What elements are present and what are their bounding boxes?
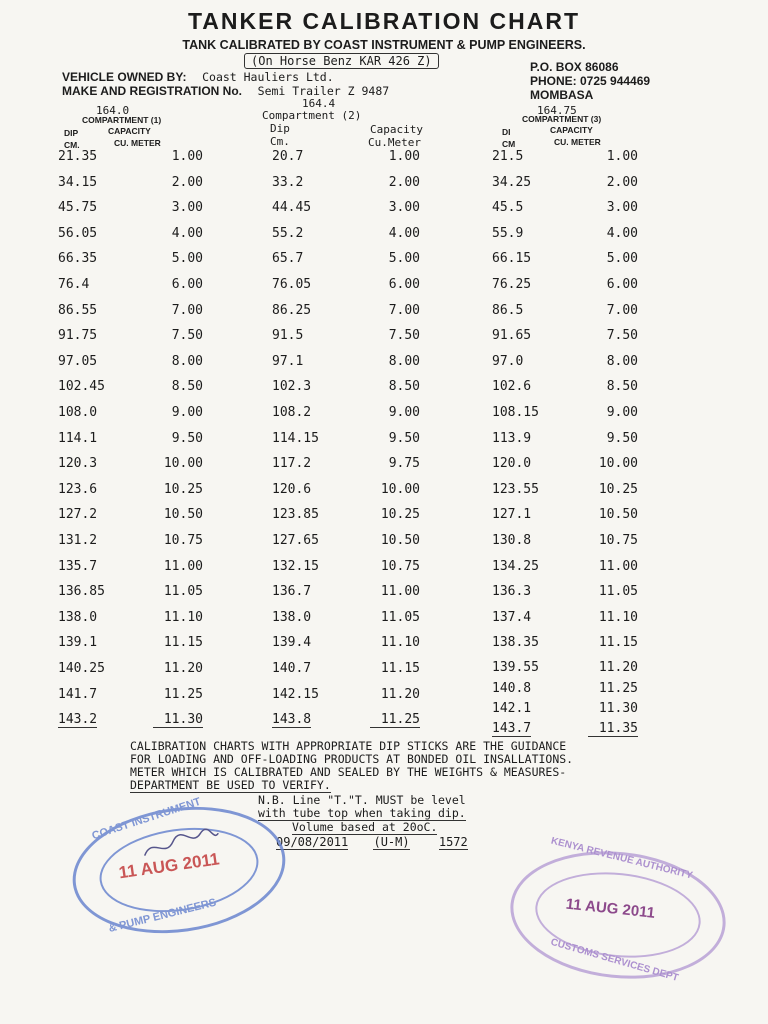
table-cell-capacity: 9.00 bbox=[171, 405, 203, 420]
table-cell-capacity: 10.75 bbox=[380, 558, 420, 574]
table-cell-dip: 20.7 bbox=[272, 149, 304, 164]
table-cell-capacity: 9.50 bbox=[171, 430, 203, 446]
comp1-cap-unit: CU. METER bbox=[114, 138, 161, 148]
table-cell-capacity: 1.00 bbox=[388, 149, 420, 164]
comp3-cap-unit: CU. METER bbox=[554, 137, 601, 147]
table-cell-capacity: 9.50 bbox=[606, 430, 638, 446]
table-cell-dip: 136.85 bbox=[58, 584, 105, 600]
table-cell-dip: 135.7 bbox=[58, 558, 98, 574]
table-cell-dip: 21.35 bbox=[58, 149, 98, 164]
table-cell-dip: 91.65 bbox=[492, 328, 532, 344]
table-cell-dip: 138.35 bbox=[492, 635, 539, 651]
table-cell-dip: 86.5 bbox=[492, 302, 524, 318]
table-cell-dip: 140.8 bbox=[492, 681, 532, 696]
table-cell-dip: 137.4 bbox=[492, 609, 532, 625]
comp3-cap-label: CAPACITY bbox=[550, 125, 593, 135]
table-cell-capacity: 11.10 bbox=[380, 635, 420, 651]
table-cell-dip: 120.0 bbox=[492, 456, 532, 472]
make-reg-value: Semi Trailer Z 9487 bbox=[257, 84, 390, 98]
table-cell-dip: 114.1 bbox=[58, 430, 98, 446]
table-cell-dip: 139.55 bbox=[492, 660, 539, 675]
table-cell-dip: 76.4 bbox=[58, 277, 90, 292]
company-stamp-bottom-text: & PUMP ENGINEERS bbox=[107, 896, 218, 935]
table-cell-capacity: 4.00 bbox=[171, 225, 203, 241]
table-cell-dip: 44.45 bbox=[272, 200, 312, 216]
table-cell-dip: 33.2 bbox=[272, 174, 304, 190]
table-cell-capacity: 10.50 bbox=[163, 507, 203, 523]
comp2-height: 164.4 bbox=[302, 97, 336, 110]
page-title: TANKER CALIBRATION CHART bbox=[187, 8, 581, 34]
table-cell-capacity: 11.15 bbox=[598, 635, 638, 651]
table-cell-capacity: 10.50 bbox=[598, 507, 638, 523]
table-cell-dip: 140.25 bbox=[58, 661, 105, 676]
table-cell-dip: 91.5 bbox=[272, 328, 304, 344]
comp3-dip-unit: CM bbox=[502, 139, 516, 149]
table-cell-dip: 123.85 bbox=[272, 507, 319, 523]
table-cell-dip: 97.0 bbox=[492, 353, 524, 369]
table-cell-dip: 139.1 bbox=[58, 635, 98, 651]
comp1-name: COMPARTMENT (1) bbox=[82, 115, 162, 125]
table-cell-capacity: 8.00 bbox=[606, 353, 638, 369]
table-cell-dip: 120.3 bbox=[58, 456, 98, 472]
table-cell-capacity: 7.50 bbox=[171, 328, 203, 344]
table-cell-dip: 97.1 bbox=[272, 353, 304, 369]
table-cell-capacity: 11.30 bbox=[153, 712, 203, 728]
note-line: METER WHICH IS CALIBRATED AND SEALED BY THE WEIGHTS & MEASURES- bbox=[130, 765, 567, 779]
comp2-dip-unit: Cm. bbox=[270, 135, 290, 148]
on-horse-text: On Horse Benz KAR 426 Z bbox=[258, 54, 425, 68]
table-cell-dip: 34.25 bbox=[492, 174, 532, 190]
table-cell-dip: 97.05 bbox=[58, 353, 98, 369]
table-cell-dip: 123.6 bbox=[58, 481, 98, 497]
footer-number: 1572 bbox=[438, 835, 468, 849]
comp2-name: Compartment (2) bbox=[262, 109, 362, 122]
table-cell-capacity: 11.20 bbox=[598, 660, 638, 675]
table-cell-dip: 45.75 bbox=[58, 200, 98, 216]
table-cell-dip: 134.25 bbox=[492, 558, 539, 574]
table-cell-capacity: 8.50 bbox=[606, 379, 638, 395]
table-cell-dip: 127.65 bbox=[272, 533, 319, 548]
table-cell-dip: 130.8 bbox=[492, 533, 532, 548]
table-cell-dip: 138.0 bbox=[272, 609, 312, 625]
table-cell-capacity: 11.30 bbox=[598, 701, 638, 716]
table-cell-capacity: 11.25 bbox=[163, 686, 203, 702]
nb-line: with tube top when taking dip. bbox=[258, 806, 466, 820]
comp3-name: COMPARTMENT (3) bbox=[522, 114, 602, 124]
table-cell-capacity: 2.00 bbox=[388, 174, 420, 190]
table-cell-capacity: 9.50 bbox=[388, 430, 420, 446]
table-cell-dip: 55.2 bbox=[272, 225, 304, 241]
table-cell-capacity: 11.05 bbox=[380, 609, 420, 625]
table-cell-capacity: 6.00 bbox=[171, 277, 203, 292]
table-cell-dip: 127.1 bbox=[492, 507, 532, 523]
comp1-cap-label: CAPACITY bbox=[108, 126, 151, 136]
table-cell-dip: 102.3 bbox=[272, 379, 312, 395]
table-cell-dip: 123.55 bbox=[492, 481, 539, 497]
table-cell-capacity: 8.00 bbox=[388, 353, 420, 369]
table-cell-dip: 65.7 bbox=[272, 251, 304, 267]
table-cell-dip: 108.2 bbox=[272, 405, 312, 420]
table-cell-dip: 66.15 bbox=[492, 251, 532, 267]
table-cell-capacity: 3.00 bbox=[171, 200, 203, 216]
table-cell-capacity: 10.25 bbox=[598, 481, 638, 497]
table-cell-capacity: 8.00 bbox=[171, 353, 203, 369]
table-cell-dip: 102.45 bbox=[58, 379, 105, 395]
table-cell-dip: 86.25 bbox=[272, 302, 312, 318]
table-cell-capacity: 1.00 bbox=[171, 149, 203, 164]
table-cell-dip: 120.6 bbox=[272, 481, 312, 497]
make-registration-line bbox=[62, 80, 389, 99]
table-cell-dip: 113.9 bbox=[492, 430, 532, 446]
table-cell-capacity: 10.25 bbox=[380, 507, 420, 523]
table-cell-dip: 142.15 bbox=[272, 686, 319, 702]
table-cell-dip: 102.6 bbox=[492, 379, 532, 395]
table-cell-capacity: 3.00 bbox=[606, 200, 638, 216]
table-cell-capacity: 11.25 bbox=[598, 681, 638, 696]
comp2-cap-unit: Cu.Meter bbox=[368, 136, 421, 149]
table-cell-capacity: 11.35 bbox=[588, 721, 638, 737]
table-cell-capacity: 9.00 bbox=[388, 405, 420, 420]
table-cell-capacity: 6.00 bbox=[606, 277, 638, 292]
table-cell-capacity: 4.00 bbox=[388, 225, 420, 241]
table-cell-capacity: 5.00 bbox=[171, 251, 203, 267]
table-cell-capacity: 11.15 bbox=[163, 635, 203, 651]
table-cell-capacity: 7.00 bbox=[171, 302, 203, 318]
table-cell-dip: 108.0 bbox=[58, 405, 98, 420]
table-cell-capacity: 11.25 bbox=[370, 712, 420, 728]
table-cell-capacity: 3.00 bbox=[388, 200, 420, 216]
table-cell-dip: 34.15 bbox=[58, 174, 98, 190]
table-cell-dip: 91.75 bbox=[58, 328, 98, 344]
table-cell-dip: 136.7 bbox=[272, 584, 312, 600]
table-cell-dip: 114.15 bbox=[272, 430, 319, 446]
table-cell-dip: 66.35 bbox=[58, 251, 98, 267]
table-cell-dip: 136.3 bbox=[492, 584, 532, 600]
company-stamp-top-text: COAST INSTRUMENT bbox=[90, 795, 203, 843]
comp3-height: 164.75 bbox=[537, 104, 577, 117]
table-cell-dip: 21.5 bbox=[492, 149, 524, 164]
nb-line: Volume based at 20oC. bbox=[292, 820, 438, 834]
vehicle-owned-label: VEHICLE OWNED BY: bbox=[62, 70, 187, 84]
comp1-dip-label: DIP bbox=[64, 128, 79, 138]
footer-date: 09/08/2011 bbox=[276, 835, 349, 849]
table-cell-dip: 143.8 bbox=[272, 712, 312, 728]
table-cell-capacity: 11.00 bbox=[598, 558, 638, 574]
table-cell-capacity: 2.00 bbox=[171, 174, 203, 190]
nb-line: N.B. Line "T."T. MUST be level bbox=[258, 793, 466, 807]
table-cell-dip: 56.05 bbox=[58, 225, 98, 241]
table-cell-capacity: 9.00 bbox=[606, 405, 638, 420]
table-cell-capacity: 10.75 bbox=[163, 533, 203, 548]
footer-code: (U-M) bbox=[373, 835, 410, 849]
table-cell-dip: 140.7 bbox=[272, 661, 312, 676]
table-cell-capacity: 8.50 bbox=[388, 379, 420, 395]
po-box: P.O. BOX 86086 bbox=[530, 60, 619, 74]
table-cell-dip: 55.9 bbox=[492, 225, 524, 241]
table-cell-capacity: 7.50 bbox=[606, 328, 638, 344]
table-cell-dip: 76.05 bbox=[272, 277, 312, 292]
table-cell-capacity: 7.50 bbox=[388, 328, 420, 344]
table-cell-capacity: 7.00 bbox=[606, 302, 638, 318]
table-cell-capacity: 11.05 bbox=[163, 584, 203, 600]
table-cell-capacity: 11.20 bbox=[163, 661, 203, 676]
table-cell-capacity: 7.00 bbox=[388, 302, 420, 318]
table-cell-capacity: 10.75 bbox=[598, 533, 638, 548]
table-cell-dip: 132.15 bbox=[272, 558, 319, 574]
table-cell-dip: 138.0 bbox=[58, 609, 98, 625]
comp2-dip-label: Dip bbox=[270, 122, 290, 135]
table-cell-dip: 45.5 bbox=[492, 200, 524, 216]
table-cell-capacity: 11.15 bbox=[380, 661, 420, 676]
table-cell-capacity: 10.00 bbox=[380, 481, 420, 497]
table-cell-dip: 86.55 bbox=[58, 302, 98, 318]
table-cell-dip: 117.2 bbox=[272, 456, 312, 472]
comp1-dip-unit: CM. bbox=[64, 140, 80, 150]
table-cell-dip: 143.7 bbox=[492, 721, 532, 736]
table-cell-capacity: 9.75 bbox=[388, 456, 420, 472]
table-cell-capacity: 10.00 bbox=[598, 456, 638, 472]
kra-stamp-date: 11 AUG 2011 bbox=[564, 895, 656, 922]
table-cell-capacity: 4.00 bbox=[606, 225, 638, 241]
table-cell-capacity: 11.00 bbox=[163, 558, 203, 574]
table-cell-capacity: 10.50 bbox=[380, 533, 420, 548]
table-cell-dip: 143.2 bbox=[58, 712, 98, 728]
note-line: CALIBRATION CHARTS WITH APPROPRIATE DIP STICKS ARE THE GUIDANCE bbox=[130, 739, 567, 753]
page-subtitle: TANK CALIBRATED BY COAST INSTRUMENT & PUMP ENGINEERS. bbox=[182, 38, 586, 52]
table-cell-capacity: 1.00 bbox=[606, 149, 638, 164]
table-cell-dip: 131.2 bbox=[58, 533, 98, 548]
city: MOMBASA bbox=[530, 88, 594, 102]
kra-stamp-top-text: KENYA REVENUE AUTHORITY bbox=[549, 835, 694, 882]
on-horse-box: (On Horse Benz KAR 426 Z) bbox=[244, 53, 439, 69]
comp2-cap-label: Capacity bbox=[370, 123, 423, 136]
nb-note bbox=[258, 794, 466, 835]
phone: PHONE: 0725 944469 bbox=[530, 74, 651, 88]
table-cell-dip: 76.25 bbox=[492, 277, 532, 292]
note-line: DEPARTMENT BE USED TO VERIFY. bbox=[130, 778, 331, 792]
calibration-note bbox=[130, 740, 573, 793]
table-cell-capacity: 11.00 bbox=[380, 584, 420, 600]
table-cell-capacity: 5.00 bbox=[606, 251, 638, 267]
make-reg-label: MAKE AND REGISTRATION No. bbox=[62, 84, 242, 98]
table-cell-capacity: 10.25 bbox=[163, 481, 203, 497]
kra-stamp bbox=[504, 835, 732, 989]
company-stamp-date: 11 AUG 2011 bbox=[117, 849, 221, 883]
table-cell-capacity: 11.05 bbox=[598, 584, 638, 600]
comp1-height: 164.0 bbox=[96, 104, 130, 117]
table-cell-capacity: 11.10 bbox=[163, 609, 203, 625]
table-cell-capacity: 8.50 bbox=[171, 379, 203, 395]
table-cell-capacity: 5.00 bbox=[388, 251, 420, 267]
table-cell-capacity: 2.00 bbox=[606, 174, 638, 190]
table-cell-dip: 141.7 bbox=[58, 686, 98, 702]
table-cell-dip: 127.2 bbox=[58, 507, 98, 523]
kra-stamp-bottom-text: CUSTOMS SERVICES DEPT bbox=[549, 936, 680, 984]
note-line: FOR LOADING AND OFF-LOADING PRODUCTS AT BONDED OIL INSALLATIONS. bbox=[130, 752, 574, 766]
table-cell-dip: 139.4 bbox=[272, 635, 312, 651]
table-cell-capacity: 11.10 bbox=[598, 609, 638, 625]
table-cell-capacity: 11.20 bbox=[380, 686, 420, 702]
table-cell-capacity: 6.00 bbox=[388, 277, 420, 292]
comp3-dip-label: DI bbox=[502, 127, 511, 137]
vehicle-owned-value: Coast Hauliers Ltd. bbox=[202, 70, 334, 84]
table-cell-dip: 142.1 bbox=[492, 701, 532, 716]
table-cell-dip: 108.15 bbox=[492, 405, 539, 420]
table-cell-capacity: 10.00 bbox=[163, 456, 203, 472]
footer-line bbox=[276, 835, 468, 849]
